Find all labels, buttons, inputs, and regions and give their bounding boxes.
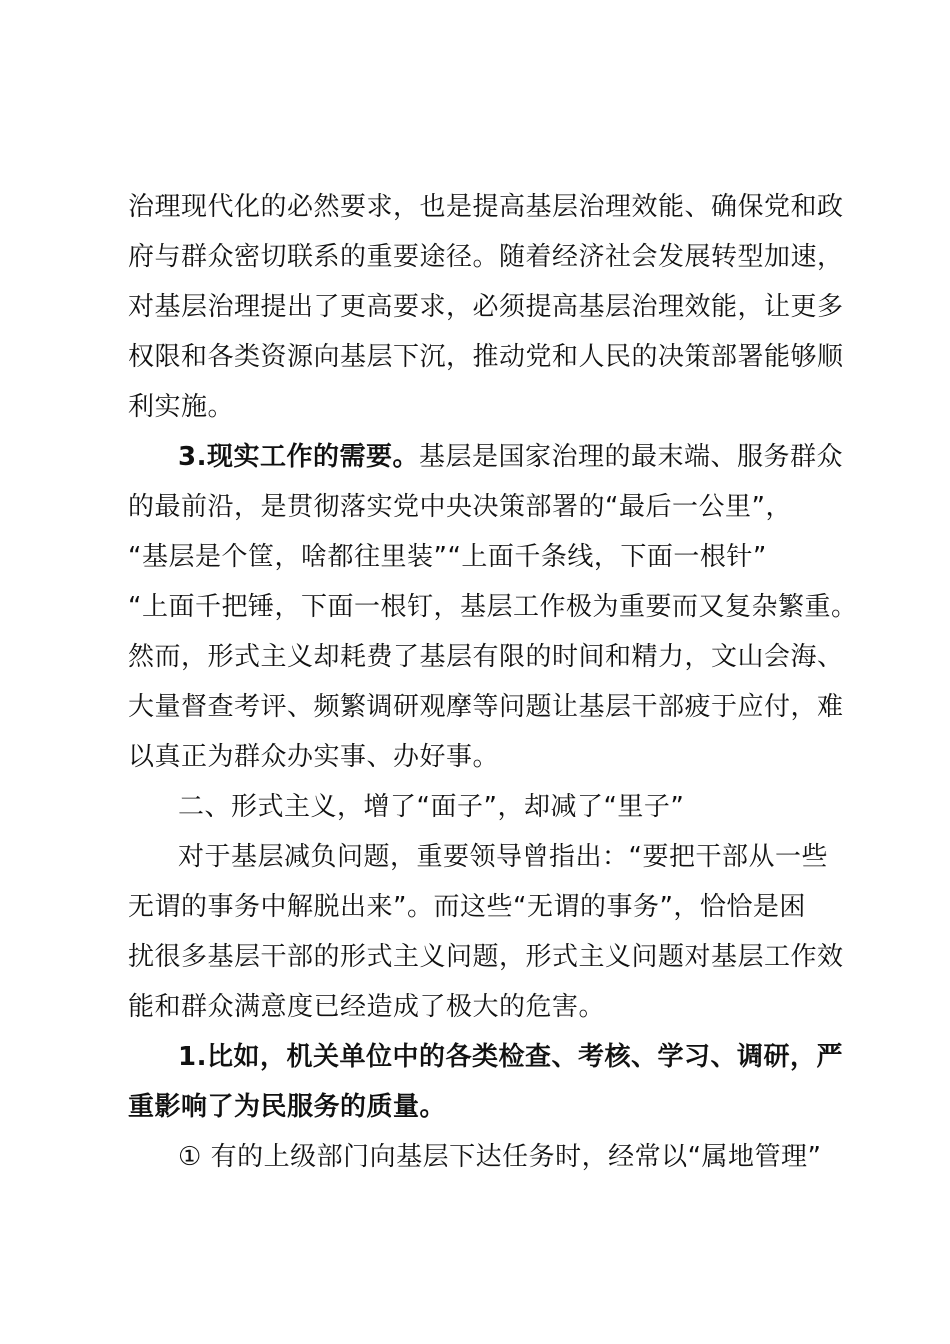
paragraph-line: 然而，形式主义却耗费了基层有限的时间和精力，文山会海、 (128, 642, 844, 672)
paragraph-line: 利实施。 (128, 392, 235, 422)
paragraph-line: 大量督查考评、频繁调研观摩等问题让基层干部疲于应付，难 (128, 692, 844, 722)
paragraph-line: ① 有的上级部门向基层下达任务时，经常以“属地管理” (178, 1142, 822, 1172)
paragraph-line: 无谓的事务中解脱出来”。而这些“无谓的事务”，恰恰是困 (128, 892, 806, 922)
paragraph-line: 治理现代化的必然要求，也是提高基层治理效能、确保党和政 (128, 192, 844, 222)
paragraph-line: 对基层治理提出了更高要求，必须提高基层治理效能，让更多 (128, 292, 844, 322)
section-heading: 二、形式主义，增了“面子”，却减了“里子” (178, 792, 685, 822)
paragraph-line: 以真正为群众办实事、办好事。 (128, 742, 500, 772)
paragraph-line: 权限和各类资源向基层下沉，推动党和人民的决策部署能够顺 (128, 342, 844, 372)
paragraph-text: 基层是国家治理的最末端、服务群众 (418, 442, 843, 472)
paragraph-line (178, 432, 843, 482)
paragraph-line: 府与群众密切联系的重要途径。随着经济社会发展转型加速， (128, 242, 844, 272)
paragraph-line: 扰很多基层干部的形式主义问题，形式主义问题对基层工作效 (128, 942, 844, 972)
paragraph-line: 对于基层减负问题，重要领导曾指出：“要把干部从一些 (178, 842, 828, 872)
paragraph-line: “基层是个筐，啥都往里装”“上面千条线，下面一根针” (128, 542, 767, 572)
paragraph-line: “上面千把锤，下面一根钉，基层工作极为重要而又复杂繁重。 (128, 592, 858, 622)
paragraph-line: 的最前沿，是贯彻落实党中央决策部署的“最后一公里”， (128, 492, 792, 522)
subheading-line: 重影响了为民服务的质量。 (128, 1092, 447, 1122)
subheading-line: 1.比如，机关单位中的各类检查、考核、学习、调研，严 (178, 1042, 843, 1072)
paragraph-line: 能和群众满意度已经造成了极大的危害。 (128, 992, 606, 1022)
section-heading-inline: 3.现实工作的需要。 (178, 442, 419, 472)
